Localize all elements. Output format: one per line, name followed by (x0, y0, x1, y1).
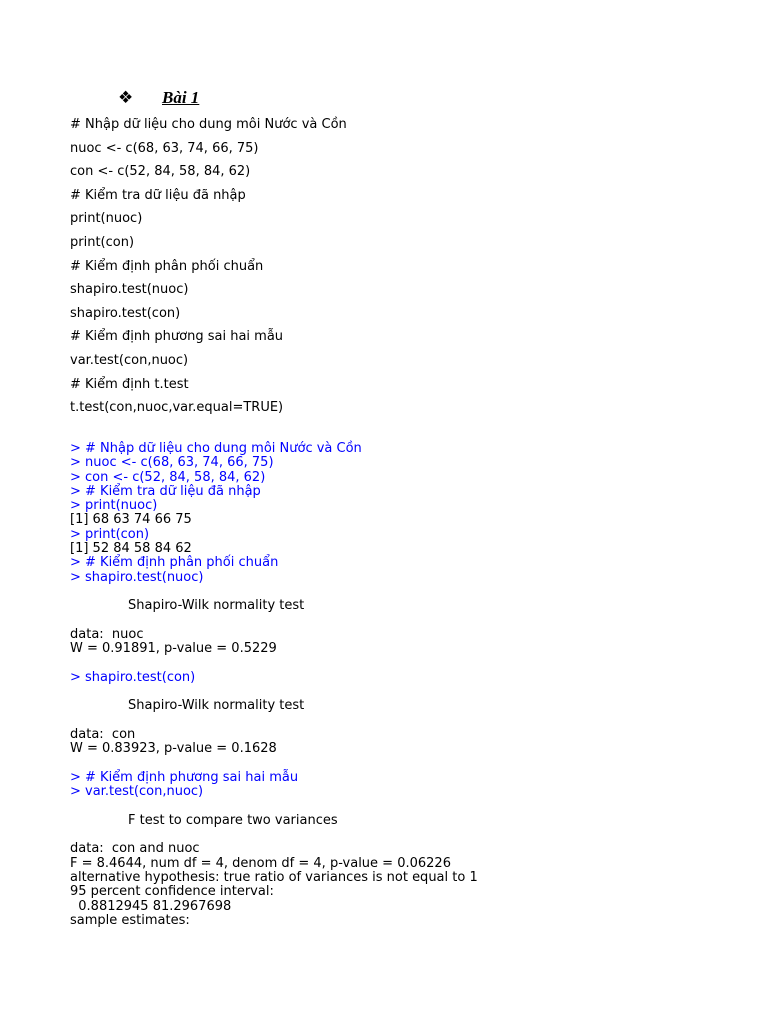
script-line: # Kiểm định t.test (70, 376, 189, 392)
console-blank-line (70, 585, 478, 599)
console-input-line: > print(con) (70, 526, 150, 542)
script-line: # Nhập dữ liệu cho dung môi Nước và Cồn (70, 117, 347, 132)
console-input-line: > # Kiểm định phương sai hai mẫu (70, 769, 299, 785)
r-console-output (70, 442, 478, 928)
console-blank-line (70, 757, 478, 771)
script-line: nuoc <- c(68, 63, 74, 66, 75) (70, 140, 259, 156)
console-input-line: > shapiro.test(nuoc) (70, 569, 204, 585)
console-output-line: W = 0.91891, p-value = 0.5229 (70, 641, 277, 657)
script-line: print(nuoc) (70, 211, 143, 227)
console-output-line: W = 0.83923, p-value = 0.1628 (70, 741, 277, 757)
script-line: con <- c(52, 84, 58, 84, 62) (70, 164, 251, 180)
console-output-line: 0.8812945 81.2967698 (70, 898, 232, 914)
console-input-line: > # Kiểm tra dữ liệu đã nhập (70, 483, 261, 499)
console-blank-line (70, 828, 478, 842)
console-blank-line (70, 656, 478, 670)
console-input-line: > var.test(con,nuoc) (70, 784, 204, 800)
diamond-bullet-icon: ❖ (118, 88, 134, 108)
console-output-line: data: con and nuoc (70, 841, 200, 857)
r-script-block (70, 115, 347, 422)
script-line: var.test(con,nuoc) (70, 352, 189, 368)
script-line: shapiro.test(con) (70, 305, 181, 321)
console-input-line: > # Kiểm định phân phối chuẩn (70, 555, 279, 571)
section-heading (118, 86, 199, 110)
console-output-line: alternative hypothesis: true ratio of variances is not equal to 1 (70, 869, 478, 885)
script-line: shapiro.test(nuoc) (70, 282, 189, 298)
console-input-line: > # Nhập dữ liệu cho dung môi Nước và Cồn (70, 441, 362, 456)
test-title-line: Shapiro-Wilk normality test (128, 598, 305, 614)
script-line: # Kiểm định phân phối chuẩn (70, 258, 264, 274)
console-input-line: > con <- c(52, 84, 58, 84, 62) (70, 469, 266, 485)
console-output-line: sample estimates: (70, 912, 190, 928)
console-input-line: > nuoc <- c(68, 63, 74, 66, 75) (70, 455, 274, 471)
console-output-line: [1] 68 63 74 66 75 (70, 512, 192, 528)
console-output-line: F = 8.4644, num df = 4, denom df = 4, p-value = 0.06226 (70, 855, 451, 871)
console-input-line: > shapiro.test(con) (70, 669, 196, 685)
script-line: # Kiểm tra dữ liệu đã nhập (70, 187, 246, 203)
section-title: Bài 1 (162, 88, 200, 107)
script-line: print(con) (70, 234, 135, 250)
console-output-line: [1] 52 84 58 84 62 (70, 541, 192, 557)
console-output-line: data: nuoc (70, 626, 144, 642)
console-blank-line (70, 714, 478, 728)
script-line: t.test(con,nuoc,var.equal=TRUE) (70, 400, 284, 416)
test-title-line: F test to compare two variances (128, 812, 338, 828)
console-blank-line (70, 614, 478, 628)
console-blank-line (70, 799, 478, 813)
script-line: # Kiểm định phương sai hai mẫu (70, 329, 284, 345)
console-input-line: > print(nuoc) (70, 498, 158, 514)
console-output-line: 95 percent confidence interval: (70, 884, 274, 900)
test-title-line: Shapiro-Wilk normality test (128, 698, 305, 714)
console-blank-line (70, 685, 478, 699)
console-output-line: data: con (70, 726, 136, 742)
